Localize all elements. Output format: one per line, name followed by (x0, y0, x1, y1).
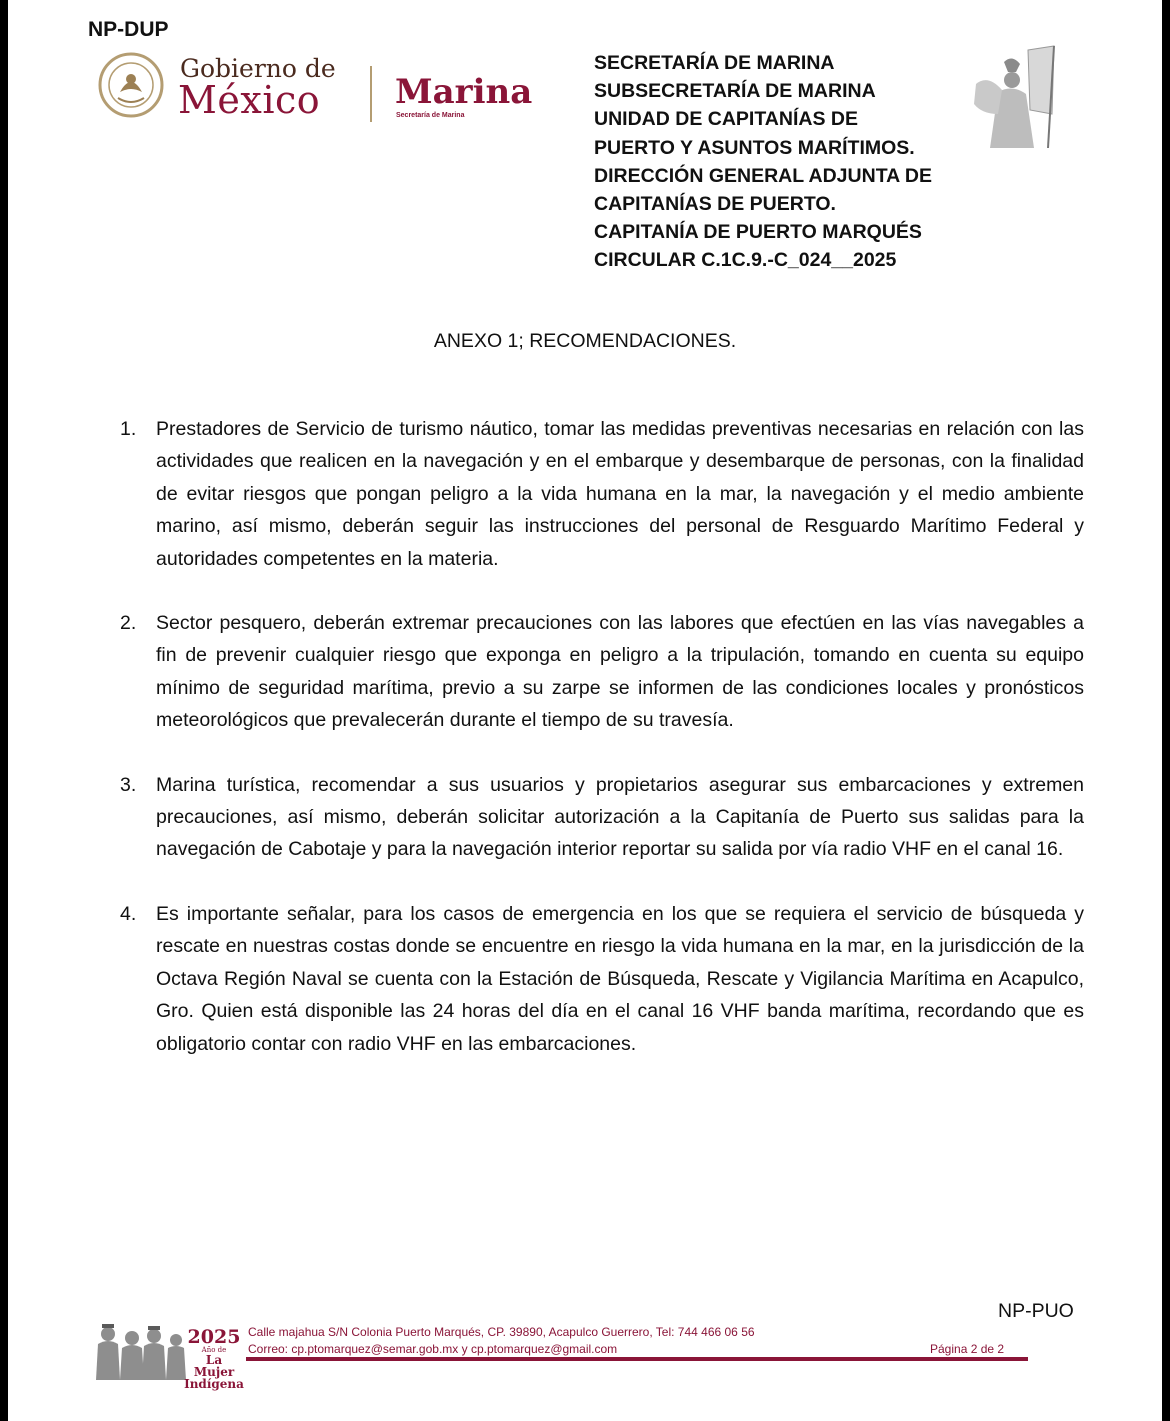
footer-email: Correo: cp.ptomarquez@semar.gob.mx y cp.ptomarquez@gmail.com (248, 1342, 618, 1356)
footer-divider (246, 1357, 1028, 1361)
issuing-authority-header (594, 49, 954, 275)
year-badge (184, 1328, 244, 1390)
woman-with-flag-icon (968, 44, 1064, 152)
marina-subtitle: Secretaría de Marina (396, 112, 465, 119)
list-item (120, 898, 1084, 1060)
header-line: SECRETARÍA DE MARINA (594, 52, 835, 74)
recommendations-list (120, 413, 1084, 1092)
footer-address: Calle majahua S/N Colonia Puerto Marqués, CP. 39890, Acapulco Guerrero, Tel: 744 466 06 56 (248, 1325, 755, 1339)
header-line: DIRECCIÓN GENERAL ADJUNTA DE (594, 164, 933, 187)
mexico-text: México (178, 78, 321, 122)
item-text: Es importante señalar, para los casos de emergencia en los que se requiera el servicio de búsqueda y rescate en nuestras costas donde se encuentre en riesgo la vida humana en la mar, en la jurisdicción de la Octava Región Naval se cuenta con la Estación de Búsqueda, Rescate y Vigilancia Marítima en Acapulco, Gro. Quien está disponible las 24 horas del día en el canal 16 VHF banda marítima, recordando que es obligatorio contar con radio VHF en las embarcaciones. (156, 902, 1084, 1055)
national-seal-icon (98, 52, 164, 118)
indigenous-women-illustration-icon (92, 1320, 188, 1382)
document-code-top: NP-DUP (88, 18, 169, 41)
header-line: CAPITANÍA DE PUERTO MARQUÉS (594, 221, 922, 244)
year-line-indigena: Indígena (184, 1377, 244, 1391)
annex-title: ANEXO 1; RECOMENDACIONES. (433, 330, 737, 352)
header-line: PUERTO Y ASUNTOS MARÍTIMOS. (594, 136, 915, 159)
gobierno-de-text: Gobierno de (180, 54, 336, 83)
document-page (8, 0, 1162, 1421)
item-number: 3. (120, 773, 137, 796)
header-line: SUBSECRETARÍA DE MARINA (594, 80, 876, 103)
item-text: Prestadores de Servicio de turismo náutico, tomar las medidas preventivas necesarias en relación con las actividades que realicen en la navegación y en el embarque y desembarque de personas, con la finalidad de evitar riesgos que pongan peligro a la vida humana en la mar, la navegación y el medio ambiente marino, así mismo, deberán seguir las instrucciones del personal de Resguardo Marítimo Federal y autoridades competentes en la materia. (156, 418, 1084, 570)
year-number: 2025 (187, 1326, 241, 1348)
year-subtitle: Año de (201, 1346, 227, 1354)
list-item (120, 413, 1084, 575)
gobierno-marina-logo (98, 48, 538, 132)
circular-number: CIRCULAR C.1C.9.-C_024__2025 (594, 249, 897, 272)
header-line: UNIDAD DE CAPITANÍAS DE (594, 108, 858, 131)
page-number: Página 2 de 2 (930, 1342, 1005, 1356)
item-text: Marina turística, recomendar a sus usuarios y propietarios asegurar sus embarcaciones y extremen precauciones, así mismo, deberán solicitar autorización a la Capitanía de Puerto sus salidas para la navegación de Cabotaje y para la navegación interior reportar su salida por vía radio VHF en el canal 16. (156, 773, 1084, 861)
document-code-bottom: NP-PUO (998, 1300, 1074, 1322)
item-text: Sector pesquero, deberán extremar precauciones con las labores que efectúen en las vías navegables a fin de prevenir cualquier riesgo que exponga en peligro a la tripulación, tomando en cuenta su equipo mínimo de seguridad marítima, previo a su zarpe se informen de las condiciones locales y pronósticos meteorológicos que prevalecerán durante el tiempo de su travesía. (156, 612, 1084, 732)
year-line-la-mujer: La Mujer (193, 1353, 235, 1379)
logo-divider (370, 66, 372, 122)
list-item (120, 607, 1084, 737)
header-line: CAPITANÍAS DE PUERTO. (594, 193, 836, 216)
item-number: 1. (120, 418, 137, 440)
list-item (120, 769, 1084, 866)
marina-text: Marina (395, 72, 533, 112)
item-number: 2. (120, 612, 137, 635)
item-number: 4. (120, 902, 137, 925)
